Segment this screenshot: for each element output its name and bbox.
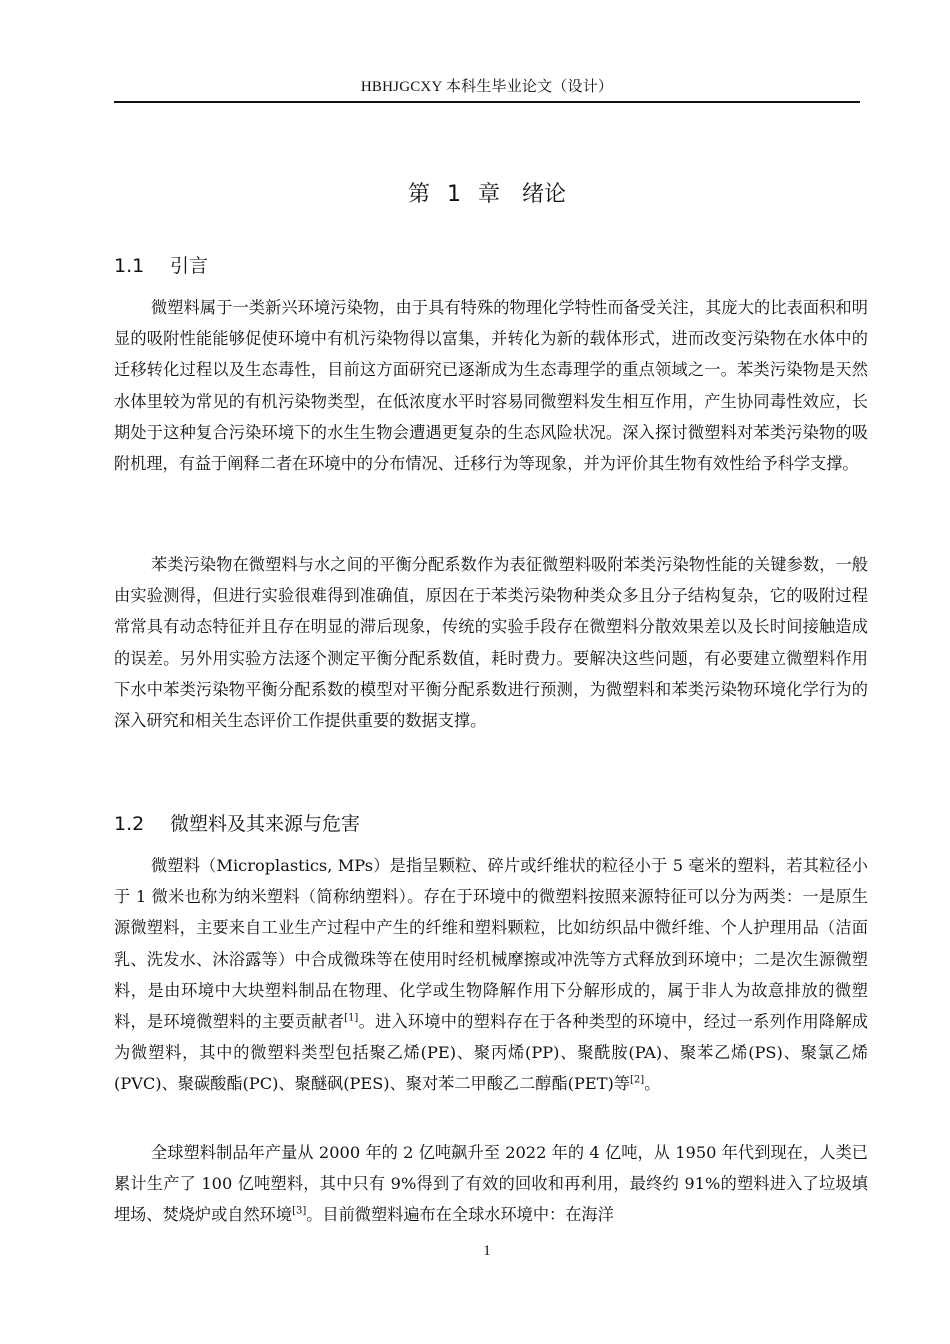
chapter-title: 第 1 章 绪论 <box>408 182 566 207</box>
paragraph-text: 。目前微塑料遍布在全球水环境中：在海洋 <box>306 1205 614 1225</box>
citation-ref[interactable]: [1] <box>344 1012 359 1024</box>
body-paragraph <box>114 850 868 1100</box>
citation-ref[interactable]: [2] <box>630 1075 645 1087</box>
paragraph-text: 全球塑料制品年产量从 2000 年的 2 亿吨飙升至 2022 年的 4 亿吨，从 1950 年代到现在，人类已累计生产了 100 亿吨塑料，其中只有 9%得到了有效的回收和再利用，最终约 91%的塑料进入了垃圾填埋场、焚烧炉或自然环境 <box>114 1143 868 1225</box>
page-number: 1 <box>483 1243 491 1259</box>
citation-ref[interactable]: [3] <box>292 1206 307 1218</box>
running-header: HBHJGCXY 本科生毕业论文（设计） <box>360 79 614 95</box>
section-heading-1-2 <box>114 811 360 837</box>
paragraph-text: 。进入环境中的塑料存在于各种类型的环境中，经过一系列作用降解成为微塑料，其中的微塑料类型包括聚乙烯(PE)、聚丙烯(PP)、聚酰胺(PA)、聚苯乙烯(PS)、聚氯乙烯(PVC)、聚碳酸酯(PC)、聚醚砜(PES)、聚对苯二甲酸乙二醇酯(PET)等 <box>114 1012 869 1094</box>
body-paragraph: 苯类污染物在微塑料与水之间的平衡分配系数作为表征微塑料吸附苯类污染物性能的关键参数，一般由实验测得，但进行实验很难得到准确值，原因在于苯类污染物种类众多且分子结构复杂，它的吸附过程常常具有动态特征并且存在明显的滞后现象，传统的实验手段存在微塑料分散效果差以及长时间接触造成的误差。另外用实验方法逐个测定平衡分配系数值，耗时费力。要解决这些问题，有必要建立微塑料作用下水中苯类污染物平衡分配系数的模型对平衡分配系数进行预测，为微塑料和苯类污染物环境化学行为的深入研究和相关生态评价工作提供重要的数据支撑。 <box>114 555 868 731</box>
section-title: 微塑料及其来源与危害 <box>170 813 361 835</box>
header-rule <box>114 101 860 103</box>
section-number: 1.1 <box>114 255 145 277</box>
section-heading-1-1 <box>114 253 208 279</box>
paragraph-text: 。 <box>644 1074 661 1094</box>
paragraph-text: 微塑料（Microplastics, MPs）是指呈颗粒、碎片或纤维状的粒径小于 5 毫米的塑料，若其粒径小于 1 微米也称为纳米塑料（简称纳塑料）。存在于环境中的微塑料按照来源特征可以分为两类：一是原生源微塑料，主要来自工业生产过程中产生的纤维和塑料颗粒，比如纺织品中微纤维、个人护理用品（洁面乳、洗发水、沐浴露等）中合成微珠等在使用时经机械摩擦或冲洗等方式释放到环境中；二是次生源微塑料，是由环境中大块塑料制品在物理、化学或生物降解作用下分解形成的，属于非人为故意排放的微塑料，是环境微塑料的主要贡献者 <box>114 856 868 1032</box>
section-title: 引言 <box>170 255 209 277</box>
body-paragraph <box>114 1137 868 1231</box>
body-paragraph: 微塑料属于一类新兴环境污染物，由于具有特殊的物理化学特性而备受关注，其庞大的比表面积和明显的吸附性能能够促使环境中有机污染物得以富集，并转化为新的载体形式，进而改变污染物在水体中的迁移转化过程以及生态毒性，目前这方面研究已逐渐成为生态毒理学的重点领域之一。苯类污染物是天然水体里较为常见的有机污染物类型，在低浓度水平时容易同微塑料发生相互作用，产生协同毒性效应，长期处于这种复合污染环境下的水生生物会遭遇更复杂的生态风险状况。深入探讨微塑料对苯类污染物的吸附机理，有益于阐释二者在环境中的分布情况、迁移行为等现象，并为评价其生物有效性给予科学支撑。 <box>114 298 868 474</box>
section-number: 1.2 <box>114 813 145 835</box>
